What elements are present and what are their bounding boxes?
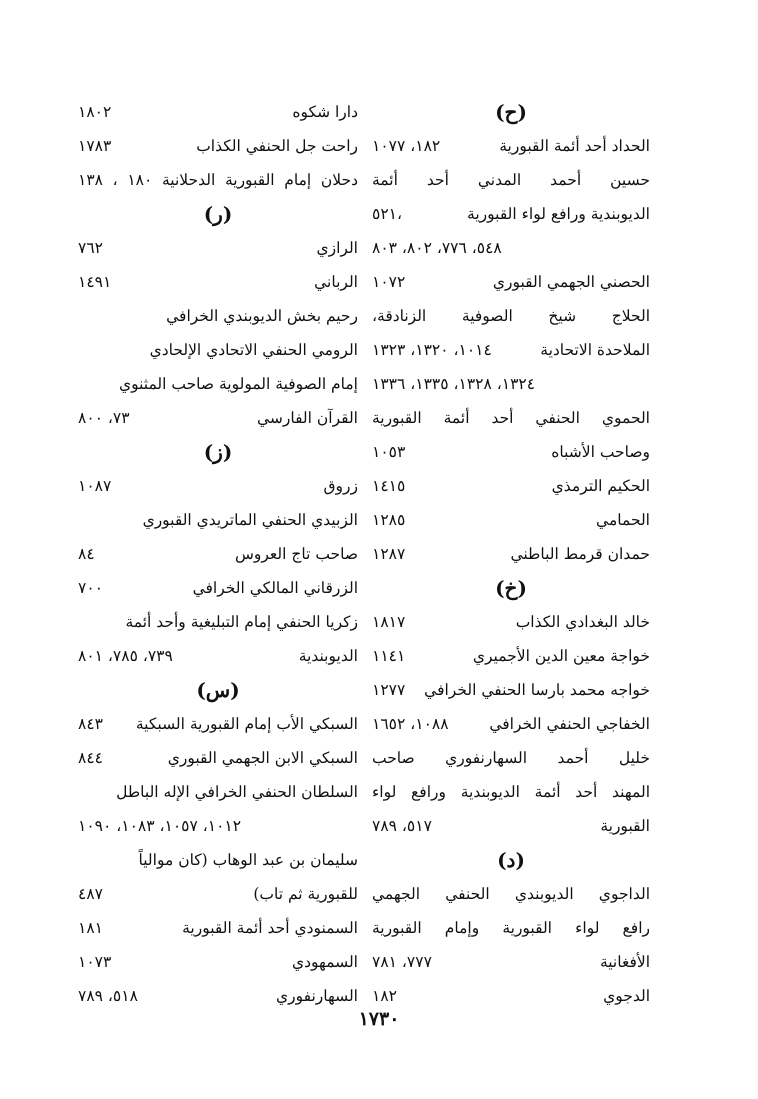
entry-name: السبكي الابن الجهمي القبوري bbox=[167, 749, 358, 767]
index-entry bbox=[372, 401, 650, 435]
entry-pages: ١٠٨٧ bbox=[78, 477, 112, 495]
index-entry bbox=[372, 231, 650, 265]
index-entry bbox=[372, 537, 650, 571]
index-entry bbox=[78, 299, 358, 333]
entry-pages: ١٠٧٣ bbox=[78, 953, 112, 971]
entry-pages: ،٥٢١ bbox=[372, 205, 402, 223]
index-entry bbox=[372, 333, 650, 367]
entry-name: القرآن الفارسي bbox=[256, 409, 358, 427]
index-entry bbox=[372, 197, 650, 231]
index-entry bbox=[372, 605, 650, 639]
index-entry bbox=[372, 163, 650, 197]
entry-name: الدجوي bbox=[603, 987, 650, 1005]
entry-pages: ١٠١٢، ١٠٥٧، ١٠٨٣، ١٠٩٠ bbox=[78, 817, 242, 835]
index-entry bbox=[78, 571, 358, 605]
index-entry bbox=[78, 333, 358, 367]
index-entry bbox=[78, 469, 358, 503]
entry-pages: ٨٤٤ bbox=[78, 749, 103, 767]
index-entry bbox=[78, 843, 358, 877]
index-entry bbox=[78, 707, 358, 741]
entry-name: الحلاج شيخ الصوفية الزنادقة، bbox=[372, 307, 650, 325]
index-entry bbox=[372, 503, 650, 537]
index-entry bbox=[78, 775, 358, 809]
index-entry bbox=[78, 503, 358, 537]
entry-name: رحيم بخش الديوبندي الخرافي bbox=[166, 307, 358, 325]
letter-heading-ha: (ح) bbox=[495, 100, 527, 124]
index-entry bbox=[372, 741, 650, 775]
page-number: ١٧٣٠ bbox=[358, 1008, 400, 1030]
entry-name: إمام الصوفية المولوية صاحب المثنوي bbox=[118, 375, 358, 393]
index-entry bbox=[78, 639, 358, 673]
index-entry bbox=[78, 945, 358, 979]
entry-pages: ٨٤٣ bbox=[78, 715, 103, 733]
entry-name: الخفاجي الحنفي الخرافي bbox=[489, 715, 650, 733]
index-entry bbox=[78, 163, 358, 197]
entry-name: السهارنفوري bbox=[276, 987, 358, 1005]
index-entry bbox=[372, 469, 650, 503]
index-entry bbox=[372, 673, 650, 707]
entry-pages: ٧٦٢ bbox=[78, 239, 103, 257]
entry-name: حسين أحمد المدني أحد أئمة bbox=[372, 171, 650, 189]
entry-name: المهند أحد أئمة الديوبندية ورافع لواء bbox=[372, 783, 650, 801]
index-entry bbox=[372, 129, 650, 163]
entry-pages: ١٨٠٢ bbox=[78, 103, 112, 121]
index-column-left bbox=[78, 95, 358, 1013]
index-entry bbox=[372, 639, 650, 673]
entry-name: الرباني bbox=[314, 273, 358, 291]
entry-pages: ١٠٨٨، ١٦٥٢ bbox=[372, 715, 449, 733]
entry-name: حمدان قرمط الباطني bbox=[510, 545, 650, 563]
entry-pages: ١٤١٥ bbox=[372, 477, 406, 495]
entry-pages: ٧٠٠ bbox=[78, 579, 103, 597]
entry-name: خالد البغدادي الكذاب bbox=[515, 613, 650, 631]
entry-name: الأفغانية bbox=[599, 953, 650, 971]
entry-pages: ١٧٨٣ bbox=[78, 137, 112, 155]
entry-pages: ١٠١٤، ١٣٢٠، ١٣٢٣ bbox=[372, 341, 492, 359]
entry-name: خواجة معين الدين الأجميري bbox=[472, 647, 650, 665]
index-entry bbox=[372, 299, 650, 333]
entry-pages: ٨٤ bbox=[78, 545, 95, 563]
index-entry bbox=[78, 129, 358, 163]
index-entry bbox=[78, 809, 358, 843]
entry-name: راحت جل الحنفي الكذاب bbox=[196, 137, 358, 155]
entry-name: دحلان إمام القبورية الدحلانية ١٨٠ ، ١٣٨ bbox=[78, 171, 358, 189]
index-entry bbox=[372, 265, 650, 299]
entry-pages: ١٢٨٧ bbox=[372, 545, 406, 563]
entry-pages: ١٠٧٢ bbox=[372, 273, 406, 291]
entry-name: الحموي الحنفي أحد أئمة القبورية bbox=[372, 409, 650, 427]
entry-name: دارا شكوه bbox=[292, 103, 358, 121]
index-entry bbox=[372, 707, 650, 741]
entry-pages: ١٨٢ bbox=[372, 987, 397, 1005]
entry-name: خواجه محمد بارسا الحنفي الخرافي bbox=[424, 681, 650, 699]
index-entry bbox=[372, 945, 650, 979]
entry-pages: ١٠٥٣ bbox=[372, 443, 406, 461]
index-entry bbox=[78, 537, 358, 571]
entry-name: الملاحدة الاتحادية bbox=[540, 341, 650, 359]
entry-pages: ٥١٨، ٧٨٩ bbox=[78, 987, 138, 1005]
entry-pages: ١٣٢٤، ١٣٢٨، ١٣٣٥، ١٣٣٦ bbox=[372, 375, 536, 393]
entry-pages: ١٤٩١ bbox=[78, 273, 112, 291]
letter-heading-sin: (س) bbox=[196, 678, 240, 702]
entry-pages: ٧٣، ٨٠٠ bbox=[78, 409, 130, 427]
index-entry bbox=[78, 605, 358, 639]
entry-name: الديوبندية ورافع لواء القبورية bbox=[467, 205, 650, 223]
index-entry bbox=[78, 95, 358, 129]
index-entry bbox=[372, 367, 650, 401]
entry-name: صاحب تاج العروس bbox=[234, 545, 358, 563]
entry-pages: ٧٧٧، ٧٨١ bbox=[372, 953, 432, 971]
entry-pages: ٥١٧، ٧٨٩ bbox=[372, 817, 432, 835]
index-entry bbox=[372, 911, 650, 945]
entry-name: زروق bbox=[323, 477, 358, 495]
entry-pages: ١٨٢، ١٠٧٧ bbox=[372, 137, 441, 155]
entry-name: الرومي الحنفي الاتحادي الإلحادي bbox=[149, 341, 358, 359]
entry-name: الحداد أحد أئمة القبورية bbox=[499, 137, 650, 155]
letter-heading-dal: (د) bbox=[497, 848, 525, 872]
index-entry bbox=[78, 877, 358, 911]
entry-name: خليل أحمد السهارنفوري صاحب bbox=[372, 749, 650, 767]
entry-name: الزرقاني المالكي الخرافي bbox=[192, 579, 358, 597]
index-entry bbox=[372, 809, 650, 843]
entry-pages: ٥٤٨، ٧٧٦، ٨٠٢، ٨٠٣ bbox=[372, 239, 502, 257]
index-entry bbox=[372, 435, 650, 469]
entry-name: الحكيم الترمذي bbox=[551, 477, 650, 495]
entry-name: السمهودي bbox=[291, 953, 358, 971]
index-entry bbox=[78, 265, 358, 299]
entry-name: زكريا الحنفي إمام التبليغية وأحد أئمة bbox=[125, 613, 358, 631]
entry-name: الحصني الجهمي القبوري bbox=[492, 273, 650, 291]
entry-name: الرازي bbox=[316, 239, 358, 257]
entry-name: السلطان الحنفي الخرافي الإله الباطل bbox=[116, 783, 358, 801]
index-entry bbox=[78, 911, 358, 945]
entry-name: الداجوي الديوبندي الحنفي الجهمي bbox=[372, 885, 650, 903]
entry-name: وصاحب الأشباه bbox=[551, 443, 650, 461]
entry-pages: ١٢٧٧ bbox=[372, 681, 406, 699]
index-entry bbox=[78, 367, 358, 401]
entry-name: السبكي الأب إمام القبورية السبكية bbox=[135, 715, 358, 733]
index-column-right bbox=[372, 95, 650, 1013]
entry-name: للقبورية ثم تاب) bbox=[253, 885, 358, 903]
entry-name: السمنودي أحد أئمة القبورية bbox=[182, 919, 358, 937]
entry-name: رافع لواء القبورية وإمام القبورية bbox=[372, 919, 650, 937]
entry-name: سليمان بن عبد الوهاب (كان موالياً bbox=[138, 851, 358, 869]
letter-heading-kha: (خ) bbox=[495, 576, 527, 600]
entry-pages: ٤٨٧ bbox=[78, 885, 103, 903]
index-entry bbox=[372, 775, 650, 809]
entry-name: الزبيدي الحنفي الماتريدي القبوري bbox=[142, 511, 358, 529]
entry-pages: ١١٤١ bbox=[372, 647, 406, 665]
entry-pages: ١٨١ bbox=[78, 919, 103, 937]
letter-heading-zay: (ز) bbox=[203, 440, 233, 464]
index-entry bbox=[78, 231, 358, 265]
entry-name: الديوبندية bbox=[298, 647, 358, 665]
letter-heading-ra: (ر) bbox=[203, 202, 233, 226]
entry-name: القبورية bbox=[600, 817, 650, 835]
entry-pages: ٧٣٩، ٧٨٥، ٨٠١ bbox=[78, 647, 173, 665]
entry-name: الحمامي bbox=[596, 511, 650, 529]
index-entry bbox=[78, 741, 358, 775]
entry-pages: ١٨١٧ bbox=[372, 613, 406, 631]
index-entry bbox=[78, 401, 358, 435]
index-entry bbox=[372, 877, 650, 911]
entry-pages: ١٢٨٥ bbox=[372, 511, 406, 529]
